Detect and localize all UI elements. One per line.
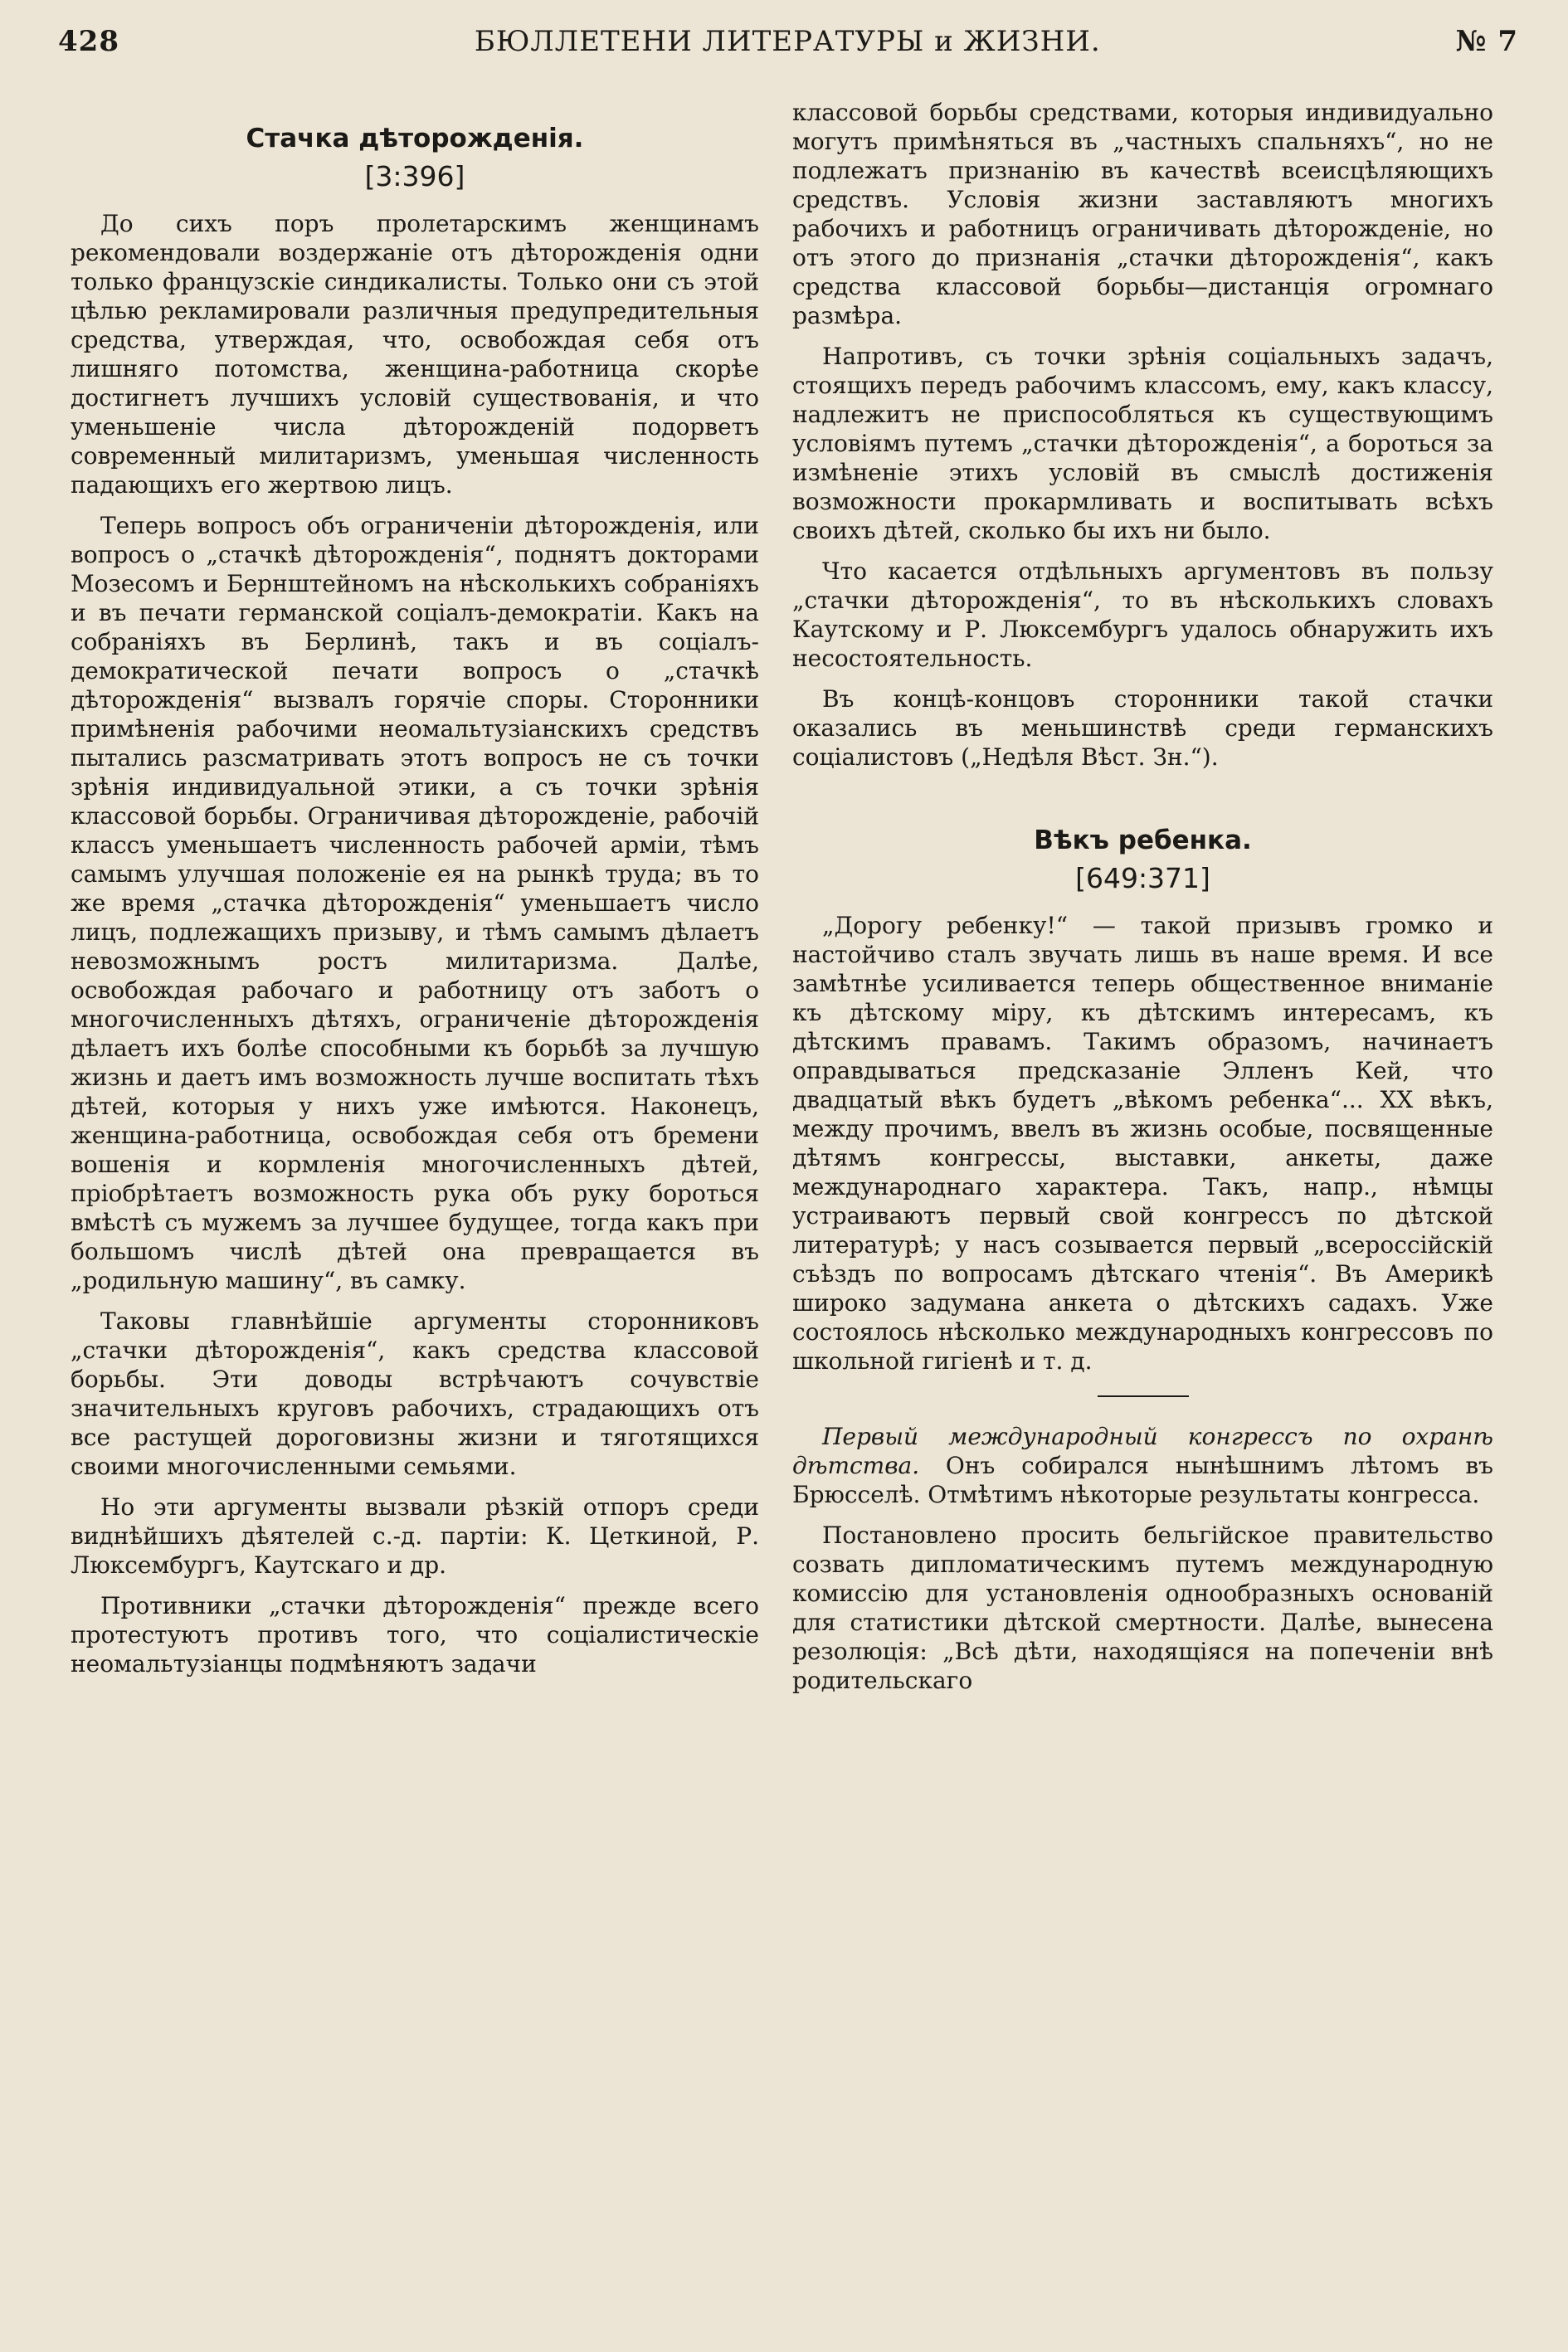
paragraph: Что касается отдѣльныхъ аргументовъ въ пользу „стачки дѣторожденія“, то въ нѣсколькихъ словахъ Каутскому и Р. Люксембургъ удалось обнаружить ихъ несостоятельность.	[792, 558, 1493, 672]
right-column	[792, 98, 1493, 2342]
paragraph-text: Онъ собирался нынѣшнимъ лѣтомъ въ Брюсселѣ. Отмѣтимъ нѣкоторые результаты конгресса.	[792, 1452, 1493, 1508]
article-ref-child: [649:371]	[1075, 862, 1210, 894]
journal-title: БЮЛЛЕТЕНИ ЛИТЕРАТУРЫ и ЖИЗНИ.	[474, 25, 1101, 58]
paragraph	[792, 1422, 1493, 1509]
left-column	[71, 104, 759, 2342]
paragraph: классовой борьбы средствами, которыя индивидуально могутъ примѣняться въ „частныхъ спальняхъ“, но не подлежатъ признанію въ качествѣ всеисцѣляющихъ средствъ. Условія жизни заставляютъ многихъ рабочихъ и работницъ ограничивать дѣторожденіе, но отъ этого до признанія „стачки дѣторожденія“, какъ средства классовой борьбы—дистанція огромнаго размѣра.	[792, 99, 1493, 329]
article-title-strike: Стачка дѣторожденія.	[246, 124, 584, 153]
paragraph: Таковы главнѣйшіе аргументы сторонниковъ „стачки дѣторожденія“, какъ средства классовой борьбы. Эти доводы встрѣчаютъ сочувствіе значительныхъ круговъ рабочихъ, страдающихъ отъ все растущей дороговизны жизни и тяготящихся своими многочисленными семьями.	[71, 1307, 759, 1480]
issue-number: № 7	[1455, 25, 1518, 58]
paragraph: Въ концѣ-концовъ сторонники такой стачки оказались въ меньшинствѣ среди германскихъ соціалистовъ („Недѣля Вѣст. Зн.“).	[792, 685, 1493, 771]
article-ref-strike: [3:396]	[364, 160, 465, 192]
paragraph: До сихъ поръ пролетарскимъ женщинамъ рекомендовали воздержаніе отъ дѣторожденія одни только французскіе синдикалисты. Только они съ этой цѣлью рекламировали различныя предупредительныя средства, утверждая, что, освобождая себя отъ лишняго потомства, женщина-работница скорѣе достигнетъ лучшихъ условій существованія, и что уменьшеніе числа дѣторожденій подорветъ современный милитаризмъ, уменьшая численность падающихъ его жертвою лицъ.	[71, 210, 759, 499]
paragraph: Напротивъ, съ точки зрѣнія соціальныхъ задачъ, стоящихъ передъ рабочимъ классомъ, ему, какъ классу, надлежитъ не приспособляться къ существующимъ условіямъ путемъ „стачки дѣторожденія“, а бороться за измѣненіе этихъ условій въ смыслѣ достиженія возможности прокармливать и воспитывать всѣхъ своихъ дѣтей, сколько бы ихъ ни было.	[792, 343, 1493, 544]
running-head	[58, 25, 1518, 66]
paragraph: Теперь вопросъ объ ограниченіи дѣторожденія, или вопросъ о „стачкѣ дѣторожденія“, поднятъ докторами Мозесомъ и Бернштейномъ на нѣсколькихъ собраніяхъ и въ печати германской соціалъ-демократіи. Какъ на собраніяхъ въ Берлинѣ, такъ и въ соціалъ-демократической печати вопросъ о „стачкѣ дѣторожденія“ вызвалъ горячіе споры. Сторонники примѣненія рабочими неомальтузіанскихъ средствъ пытались разсматривать этотъ вопросъ не съ точки зрѣнія индивидуальной этики, а съ точки зрѣнія классовой борьбы. Ограничивая дѣторожденіе, рабочій классъ уменьшаетъ численность рабочей арміи, тѣмъ самымъ улучшая положеніе ея на рынкѣ труда; въ то же время „стачка дѣторожденія“ уменьшаетъ число лицъ, подлежащихъ призыву, и тѣмъ самымъ дѣлаетъ невозможнымъ ростъ милитаризма. Далѣе, освобождая рабочаго и работницу отъ заботъ о многочисленныхъ дѣтяхъ, ограниченіе дѣторожденія дѣлаетъ ихъ болѣе способными къ борьбѣ за лучшую жизнь и даетъ имъ возможность лучше воспитать тѣхъ дѣтей, которыя у нихъ уже имѣются. Наконецъ, женщина-работница, освобождая себя отъ бремени вошенія и кормленія многочисленныхъ дѣтей, пріобрѣтаетъ возможность рука объ руку бороться вмѣстѣ съ мужемъ за лучшее будущее, тогда какъ при большомъ числѣ дѣтей она превращается въ „родильную машину“, въ самку.	[71, 512, 759, 1294]
paragraph: Противники „стачки дѣторожденія“ прежде всего протестуютъ противъ того, что соціалистическіе неомальтузіанцы подмѣняютъ задачи	[71, 1592, 759, 1678]
article-title-child: Вѣкъ ребенка.	[1034, 825, 1252, 855]
paragraph: Постановлено просить бельгійское правительство созвать дипломатическимъ путемъ международную комиссію для установленія однообразныхъ основаній для статистики дѣтской смертности. Далѣе, вынесена резолюція: „Всѣ дѣти, находящіяся на попеченіи внѣ родительскаго	[792, 1522, 1493, 1694]
paragraph: „Дорогу ребенку!“ — такой призывъ громко и настойчиво сталъ звучать лишь въ наше время. И все замѣтнѣе усиливается теперь общественное вниманіе къ дѣтскому міру, къ дѣтскимъ интересамъ, къ дѣтскимъ правамъ. Такимъ образомъ, начинаетъ оправдываться предсказаніе Элленъ Кей, что двадцатый вѣкъ будетъ „вѣкомъ ребенка“... XX вѣкъ, между прочимъ, ввелъ въ жизнь особые, посвященные дѣтямъ конгрессы, выставки, анкеты, даже международнаго характера. Такъ, напр., нѣмцы устраиваютъ первый свой конгрессъ по дѣтской литературѣ; у насъ созывается первый „всероссійскій съѣздъ по вопросамъ дѣтскаго чтенія“. Въ Америкѣ широко задумана анкета о дѣтскихъ садахъ. Уже состоялось нѣсколько международныхъ конгрессовъ по школьной гигіенѣ и т. д.	[792, 912, 1493, 1375]
italic-lead: Первый международный конгрессъ по охранѣ дѣтства.	[792, 1423, 1493, 1479]
paragraph: Но эти аргументы вызвали рѣзкій отпоръ среди виднѣйшихъ дѣятелей с.-д. партіи: К. Цеткиной, Р. Люксембургъ, Каутскаго и др.	[71, 1493, 759, 1579]
section-divider	[1098, 1395, 1189, 1397]
page-number: 428	[58, 25, 119, 58]
